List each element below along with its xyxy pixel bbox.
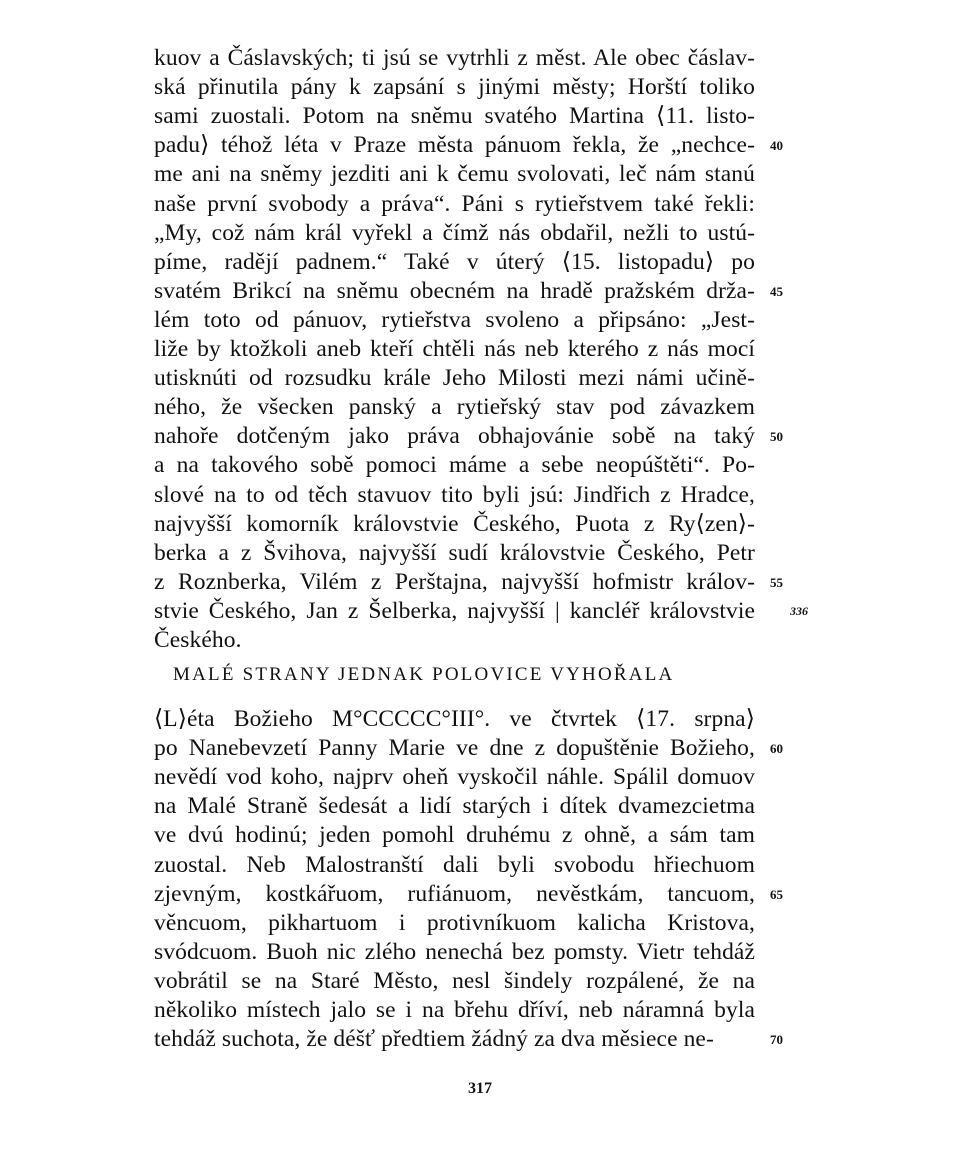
text-line: tehdáž suchota, že déšť předtiem žádný za dva měsiece ne-: [154, 1026, 714, 1053]
text-line: ská přinutila pány k zapsání s jinými městy; Horští toliko: [154, 74, 755, 101]
text-line: stvie Českého, Jan z Šelberka, najvyšší | kancléř královstvie: [154, 597, 755, 624]
text-line: slové na to od těch stavuov tito byli jsú: Jindřich z Hradce,: [154, 481, 755, 508]
text-line: najvyšší komorník královstvie Českého, Puota z Ry⟨zen⟩-: [154, 510, 755, 537]
text-line: lém toto od pánuov, rytieřstva svoleno a připsáno: „Jest-: [154, 306, 755, 333]
line-number: 70: [770, 1032, 783, 1048]
text-line: svatém Brikcí na sněmu obecném na hradě pražském drža-: [154, 277, 755, 304]
text-line: na Malé Straně šedesát a lidí starých i dítek dvamezcietma: [154, 793, 755, 820]
text-line: nevědí vod koho, najprv oheň vyskočil náhle. Spálil domuov: [154, 764, 755, 791]
text-line: ⟨L⟩éta Božieho M°CCCCC°III°. ve čtvrtek ⟨17. srpna⟩: [154, 706, 755, 732]
text-line: padu⟩ téhož léta v Praze města pánuom řekla, že „nechce-: [154, 132, 755, 159]
text-line: berka a z Švihova, najvyšší sudí královstvie Českého, Petr: [154, 539, 755, 566]
section-heading: MALÉ STRANY JEDNAK POLOVICE VYHOŘALA: [173, 664, 675, 685]
text-line: kuov a Čáslavských; ti jsú se vytrhli z měst. Ale obec čáslav-: [154, 45, 755, 71]
text-line: svódcuom. Buoh nic zlého nenechá bez pomsty. Vietr tehdáž: [154, 938, 755, 965]
text-line: zuostal. Neb Malostranští dali byli svobodu hřiechuom: [154, 851, 755, 878]
text-line: vobrátil se na Staré Město, nesl šindely rozpálené, že na: [154, 967, 755, 994]
text-line: utisknúti od rozsudku krále Jeho Milosti mezi námi učině-: [154, 365, 755, 392]
line-number: 65: [770, 886, 783, 902]
text-line: naše první svobody a práva“. Páni s rytieřstvem také řekli:: [154, 190, 755, 217]
text-line: ve dvú hodinú; jeden pomohl druhému z ohně, a sám tam: [154, 822, 755, 849]
text-line: ného, že všecken panský a rytieřský stav pod závazkem: [154, 394, 755, 421]
text-line: několiko místech jalo se i na břehu dříví, neb náramná byla: [154, 997, 755, 1023]
text-line: nahoře dotčeným jako práva obhajovánie sobě na taký: [154, 423, 755, 450]
text-line: „My, což nám král vyřekl a čímž nás obdařil, nežli to ustú-: [154, 219, 755, 246]
text-line: věncuom, pikhartuom i protivníkuom kalicha Kristova,: [154, 909, 755, 936]
line-number: 40: [770, 138, 783, 154]
line-number: 50: [770, 429, 783, 445]
text-line: sami zuostali. Potom na sněmu svatého Martina ⟨11. listo-: [154, 103, 755, 130]
text-line: po Nanebevzetí Panny Marie ve dne z dopuštěnie Božieho,: [154, 735, 755, 762]
page-number: 317: [468, 1080, 492, 1097]
text-line: Českého.: [154, 627, 242, 653]
line-number: 45: [770, 283, 783, 299]
text-line: zjevným, kostkářuom, rufiánuom, nevěstkám, tancuom,: [154, 880, 755, 907]
text-line: z Roznberka, Vilém z Perštajna, najvyšší hofmistr králov-: [154, 568, 755, 595]
text-line: me ani na sněmy jezditi ani k čemu svolovati, leč nám stanú: [154, 161, 755, 188]
text-line: píme, radějí padnem.“ Také v úterý ⟨15. listopadu⟩ po: [154, 248, 755, 275]
line-number: 60: [770, 741, 783, 757]
page-reference: 336: [790, 603, 808, 618]
text-line: a na takového sobě pomoci máme a sebe neopúštěti“. Po-: [154, 452, 755, 479]
line-number: 55: [770, 574, 783, 590]
text-line: liže by ktožkoli aneb kteří chtěli nás neb kterého z nás mocí: [154, 336, 755, 362]
